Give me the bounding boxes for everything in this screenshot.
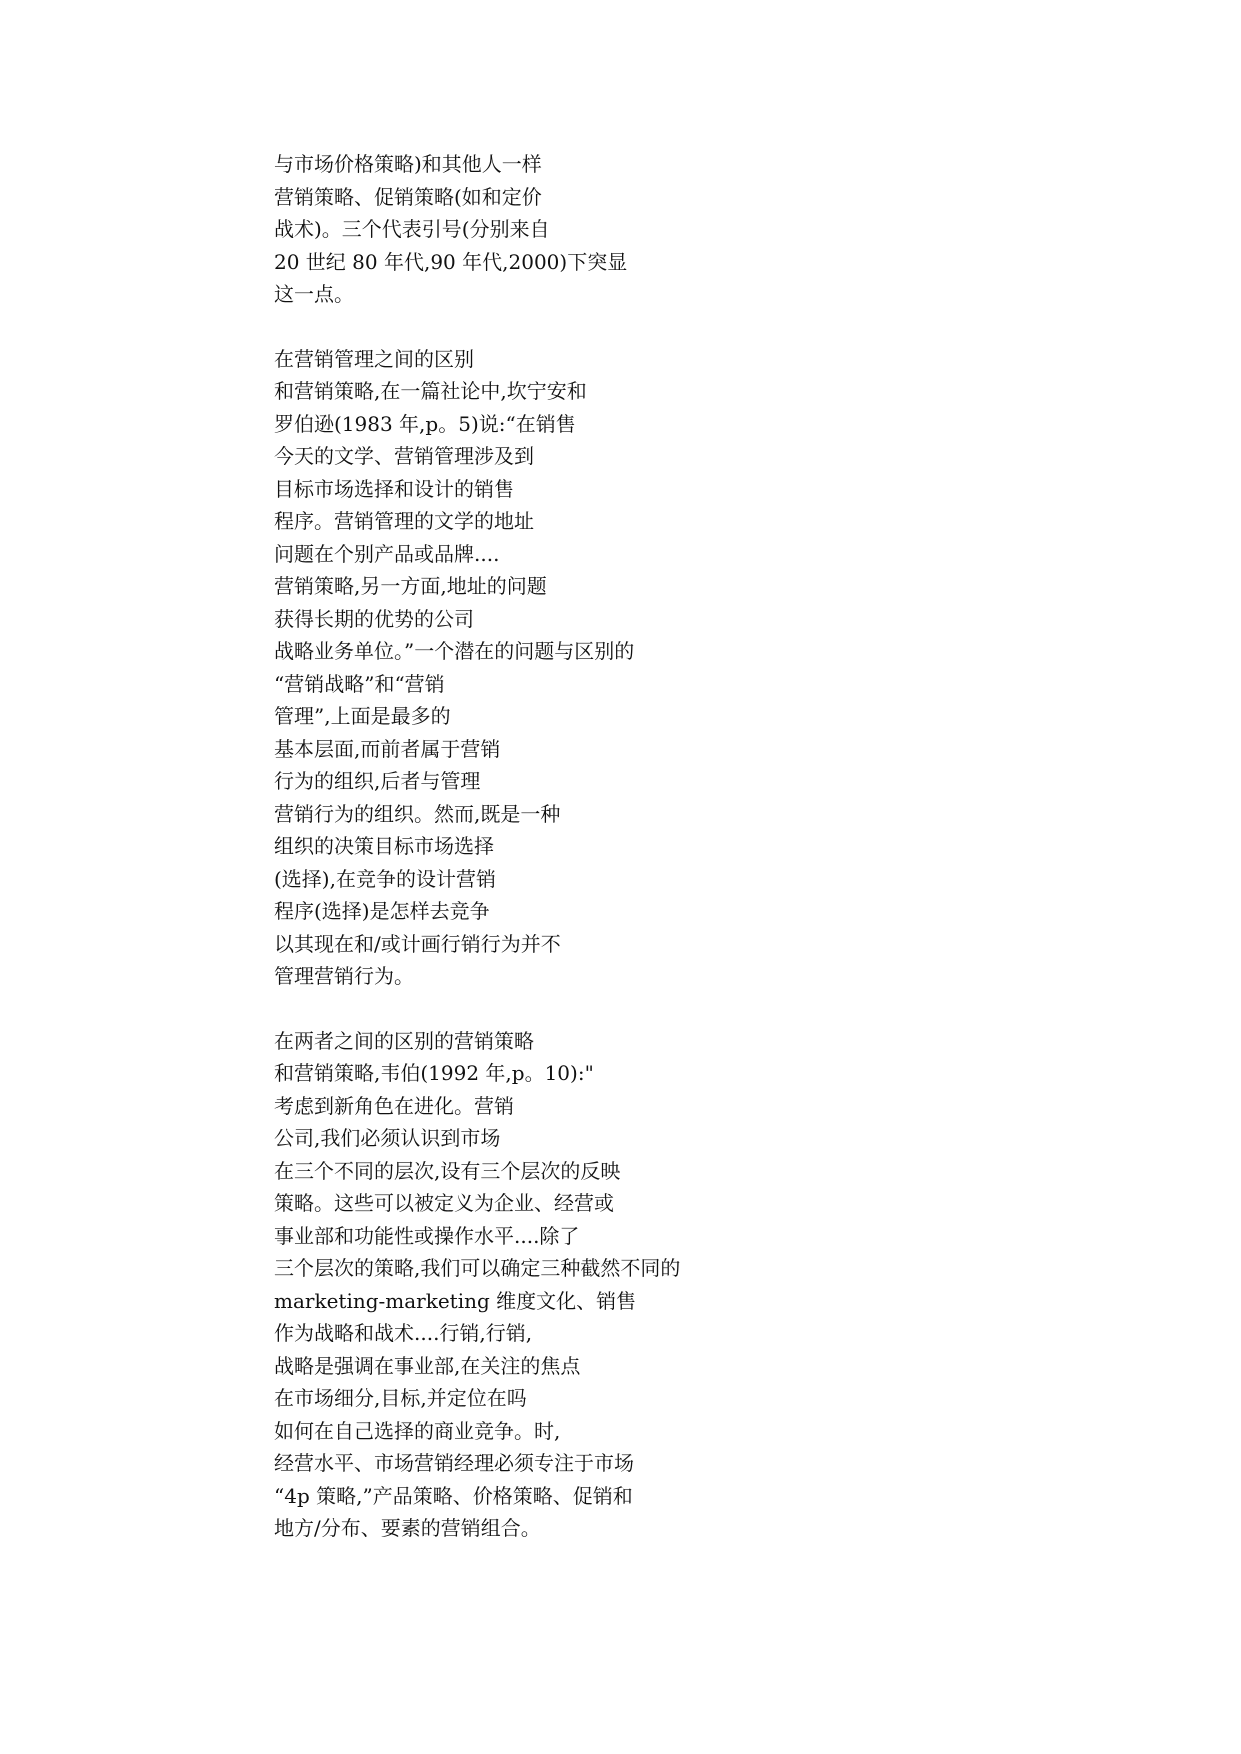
text-line: 行为的组织,后者与管理 xyxy=(274,769,481,793)
document-body xyxy=(274,148,1034,1577)
text-line: 这一点。 xyxy=(274,282,354,306)
text-line: 与市场价格策略)和其他人一样 xyxy=(274,152,542,176)
text-line: 营销行为的组织。然而,既是一种 xyxy=(274,801,561,826)
text-line: 公司,我们必须认识到市场 xyxy=(274,1126,501,1150)
text-line: 以其现在和/或计画行销行为并不 xyxy=(274,931,561,956)
text-line: 地方/分布、要素的营销组合。 xyxy=(274,1516,541,1540)
text-line: “4p 策略,”产品策略、价格策略、促销和 xyxy=(274,1483,633,1508)
text-line: (选择),在竞争的设计营销 xyxy=(274,866,496,891)
text-line: 管理营销行为。 xyxy=(274,964,414,988)
text-line: 管理”,上面是最多的 xyxy=(274,704,451,728)
text-line: 如何在自己选择的商业竞争。时, xyxy=(274,1418,561,1443)
text-line: 在两者之间的区别的营销策略 xyxy=(274,1028,534,1053)
text-line: 事业部和功能性或操作水平....除了 xyxy=(274,1223,580,1248)
text-line: 战术)。三个代表引号(分别来自 xyxy=(274,217,550,241)
text-line: marketing-marketing 维度文化、销售 xyxy=(274,1288,637,1313)
text-line: 今天的文学、营销管理涉及到 xyxy=(274,444,534,468)
text-line: 基本层面,而前者属于营销 xyxy=(274,736,501,761)
text-line: 在营销管理之间的区别 xyxy=(274,346,474,371)
text-line: 程序(选择)是怎样去竞争 xyxy=(274,899,490,923)
text-line: 营销策略、促销策略(如和定价 xyxy=(274,184,542,209)
text-line: 战略是强调在事业部,在关注的焦点 xyxy=(274,1353,581,1378)
text-line: 目标市场选择和设计的销售 xyxy=(274,476,514,501)
paragraph-3 xyxy=(274,1025,1034,1545)
text-line: 罗伯逊(1983 年,p。5)说:“在销售 xyxy=(274,411,576,436)
text-line: 作为战略和战术....行销,行销, xyxy=(274,1321,533,1345)
text-line: 和营销策略,韦伯(1992 年,p。10):" xyxy=(274,1061,594,1085)
text-line: 在市场细分,目标,并定位在吗 xyxy=(274,1386,527,1410)
text-line: 和营销策略,在一篇社论中,坎宁安和 xyxy=(274,379,587,403)
text-line: 在三个不同的层次,设有三个层次的反映 xyxy=(274,1158,621,1183)
text-line: 获得长期的优势的公司 xyxy=(274,606,474,631)
text-line: 经营水平、市场营销经理必须专注于市场 xyxy=(274,1451,634,1475)
text-line: 三个层次的策略,我们可以确定三种截然不同的 xyxy=(274,1256,681,1280)
text-line: “营销战略”和“营销 xyxy=(274,671,445,696)
text-line: 问题在个别产品或品牌.... xyxy=(274,541,500,566)
text-line: 组织的决策目标市场选择 xyxy=(274,834,494,858)
paragraph-1 xyxy=(274,148,1034,311)
text-line: 策略。这些可以被定义为企业、经营或 xyxy=(274,1191,614,1215)
paragraph-2 xyxy=(274,343,1034,993)
text-line: 程序。营销管理的文学的地址 xyxy=(274,509,534,533)
text-line: 考虑到新角色在进化。营销 xyxy=(274,1093,514,1118)
text-line: 战略业务单位。”一个潜在的问题与区别的 xyxy=(274,639,635,663)
text-line: 20 世纪 80 年代,90 年代,2000)下突显 xyxy=(274,249,628,274)
text-line: 营销策略,另一方面,地址的问题 xyxy=(274,574,547,598)
